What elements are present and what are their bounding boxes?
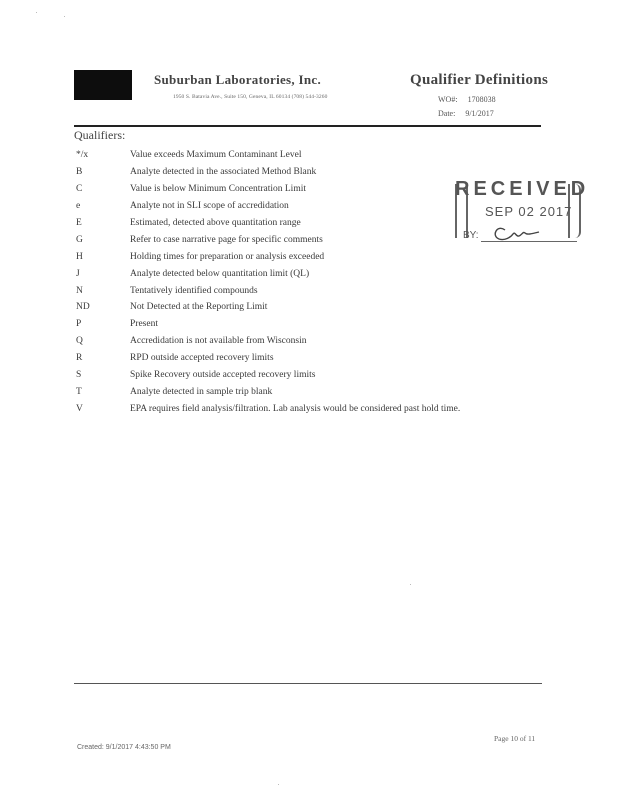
qualifier-code: R — [76, 353, 83, 364]
qualifier-code: e — [76, 201, 81, 212]
qualifier-description: Refer to case narrative page for specific comments — [130, 234, 323, 245]
company-address: 1950 S. Batavia Ave., Suite 150, Geneva, IL 60134 (708) 544-3260 — [173, 94, 328, 100]
qualifier-description: Analyte detected in sample trip blank — [130, 386, 273, 397]
qualifier-code: B — [76, 167, 83, 178]
qualifier-description: Analyte not in SLI scope of accredidation — [130, 201, 289, 212]
qualifier-description: Not Detected at the Reporting Limit — [130, 302, 268, 313]
date-label: Date: — [438, 109, 456, 118]
stamp-by-label: BY: — [463, 230, 479, 241]
qualifier-description: EPA requires field analysis/filtration. Lab analysis would be considered past hold time. — [130, 403, 461, 414]
qualifier-code: E — [76, 218, 82, 228]
qualifier-code: J — [76, 268, 80, 279]
qualifier-row — [76, 282, 546, 299]
date-row — [438, 109, 494, 118]
header-divider — [74, 125, 541, 127]
qualifier-row — [76, 265, 546, 282]
qualifier-code: V — [76, 403, 83, 414]
qualifier-code: */x — [76, 150, 89, 161]
qualifier-code: P — [76, 319, 82, 330]
received-stamp — [455, 178, 590, 248]
qualifier-row — [76, 248, 546, 265]
scan-speck — [36, 12, 37, 13]
scan-speck — [410, 584, 411, 585]
company-name: Suburban Laboratories, Inc. — [154, 72, 322, 87]
footer-divider — [74, 683, 542, 684]
qualifier-row — [76, 383, 546, 400]
work-order-row — [438, 95, 496, 104]
qualifier-code: N — [76, 285, 83, 296]
created-timestamp: Created: 9/1/2017 4:43:50 PM — [77, 744, 171, 751]
work-order-label: WO#: — [438, 95, 458, 104]
qualifier-description: Analyte detected below quantitation limit (QL) — [130, 268, 310, 279]
qualifier-description: Value exceeds Maximum Contaminant Level — [130, 150, 302, 161]
qualifier-description: Spike Recovery outside accepted recovery limits — [130, 370, 316, 381]
qualifier-description: Analyte detected in the associated Method Blank — [130, 167, 317, 178]
qualifier-description: Accredidation is not available from Wisconsin — [130, 336, 307, 347]
qualifier-row — [76, 147, 546, 164]
company-logo — [74, 70, 132, 100]
qualifier-code: Q — [76, 336, 83, 347]
qualifier-code: H — [76, 251, 83, 262]
scan-speck — [64, 16, 65, 17]
qualifier-row — [76, 350, 546, 367]
qualifier-description: RPD outside accepted recovery limits — [130, 353, 274, 364]
signature-scribble — [489, 222, 549, 242]
qualifier-description: Estimated, detected above quantitation range — [130, 218, 301, 228]
date-value: 9/1/2017 — [465, 109, 494, 118]
qualifier-code: C — [76, 184, 83, 195]
page-number: Page 10 of 11 — [494, 734, 536, 743]
qualifier-description: Present — [130, 319, 158, 330]
qualifier-row — [76, 367, 546, 384]
section-title: Qualifiers: — [74, 128, 126, 142]
qualifier-code: G — [76, 234, 83, 245]
qualifier-row — [76, 299, 546, 316]
scan-speck — [278, 784, 279, 785]
qualifier-description: Tentatively identified compounds — [130, 285, 258, 296]
qualifier-code: T — [76, 386, 82, 397]
qualifier-code: S — [76, 370, 82, 381]
qualifier-code: ND — [76, 302, 90, 313]
stamp-received-text: RECEIVED — [455, 178, 590, 200]
work-order-value: 1708038 — [467, 95, 496, 104]
qualifier-description: Value is below Minimum Concentration Limit — [130, 184, 306, 195]
stamp-date: SEP 02 2017 — [485, 204, 573, 219]
qualifier-row — [76, 333, 546, 350]
qualifier-row — [76, 400, 546, 417]
qualifier-row — [76, 316, 546, 333]
document-title: Qualifier Definitions — [410, 72, 549, 88]
qualifier-description: Holding times for preparation or analysis exceeded — [130, 251, 325, 262]
